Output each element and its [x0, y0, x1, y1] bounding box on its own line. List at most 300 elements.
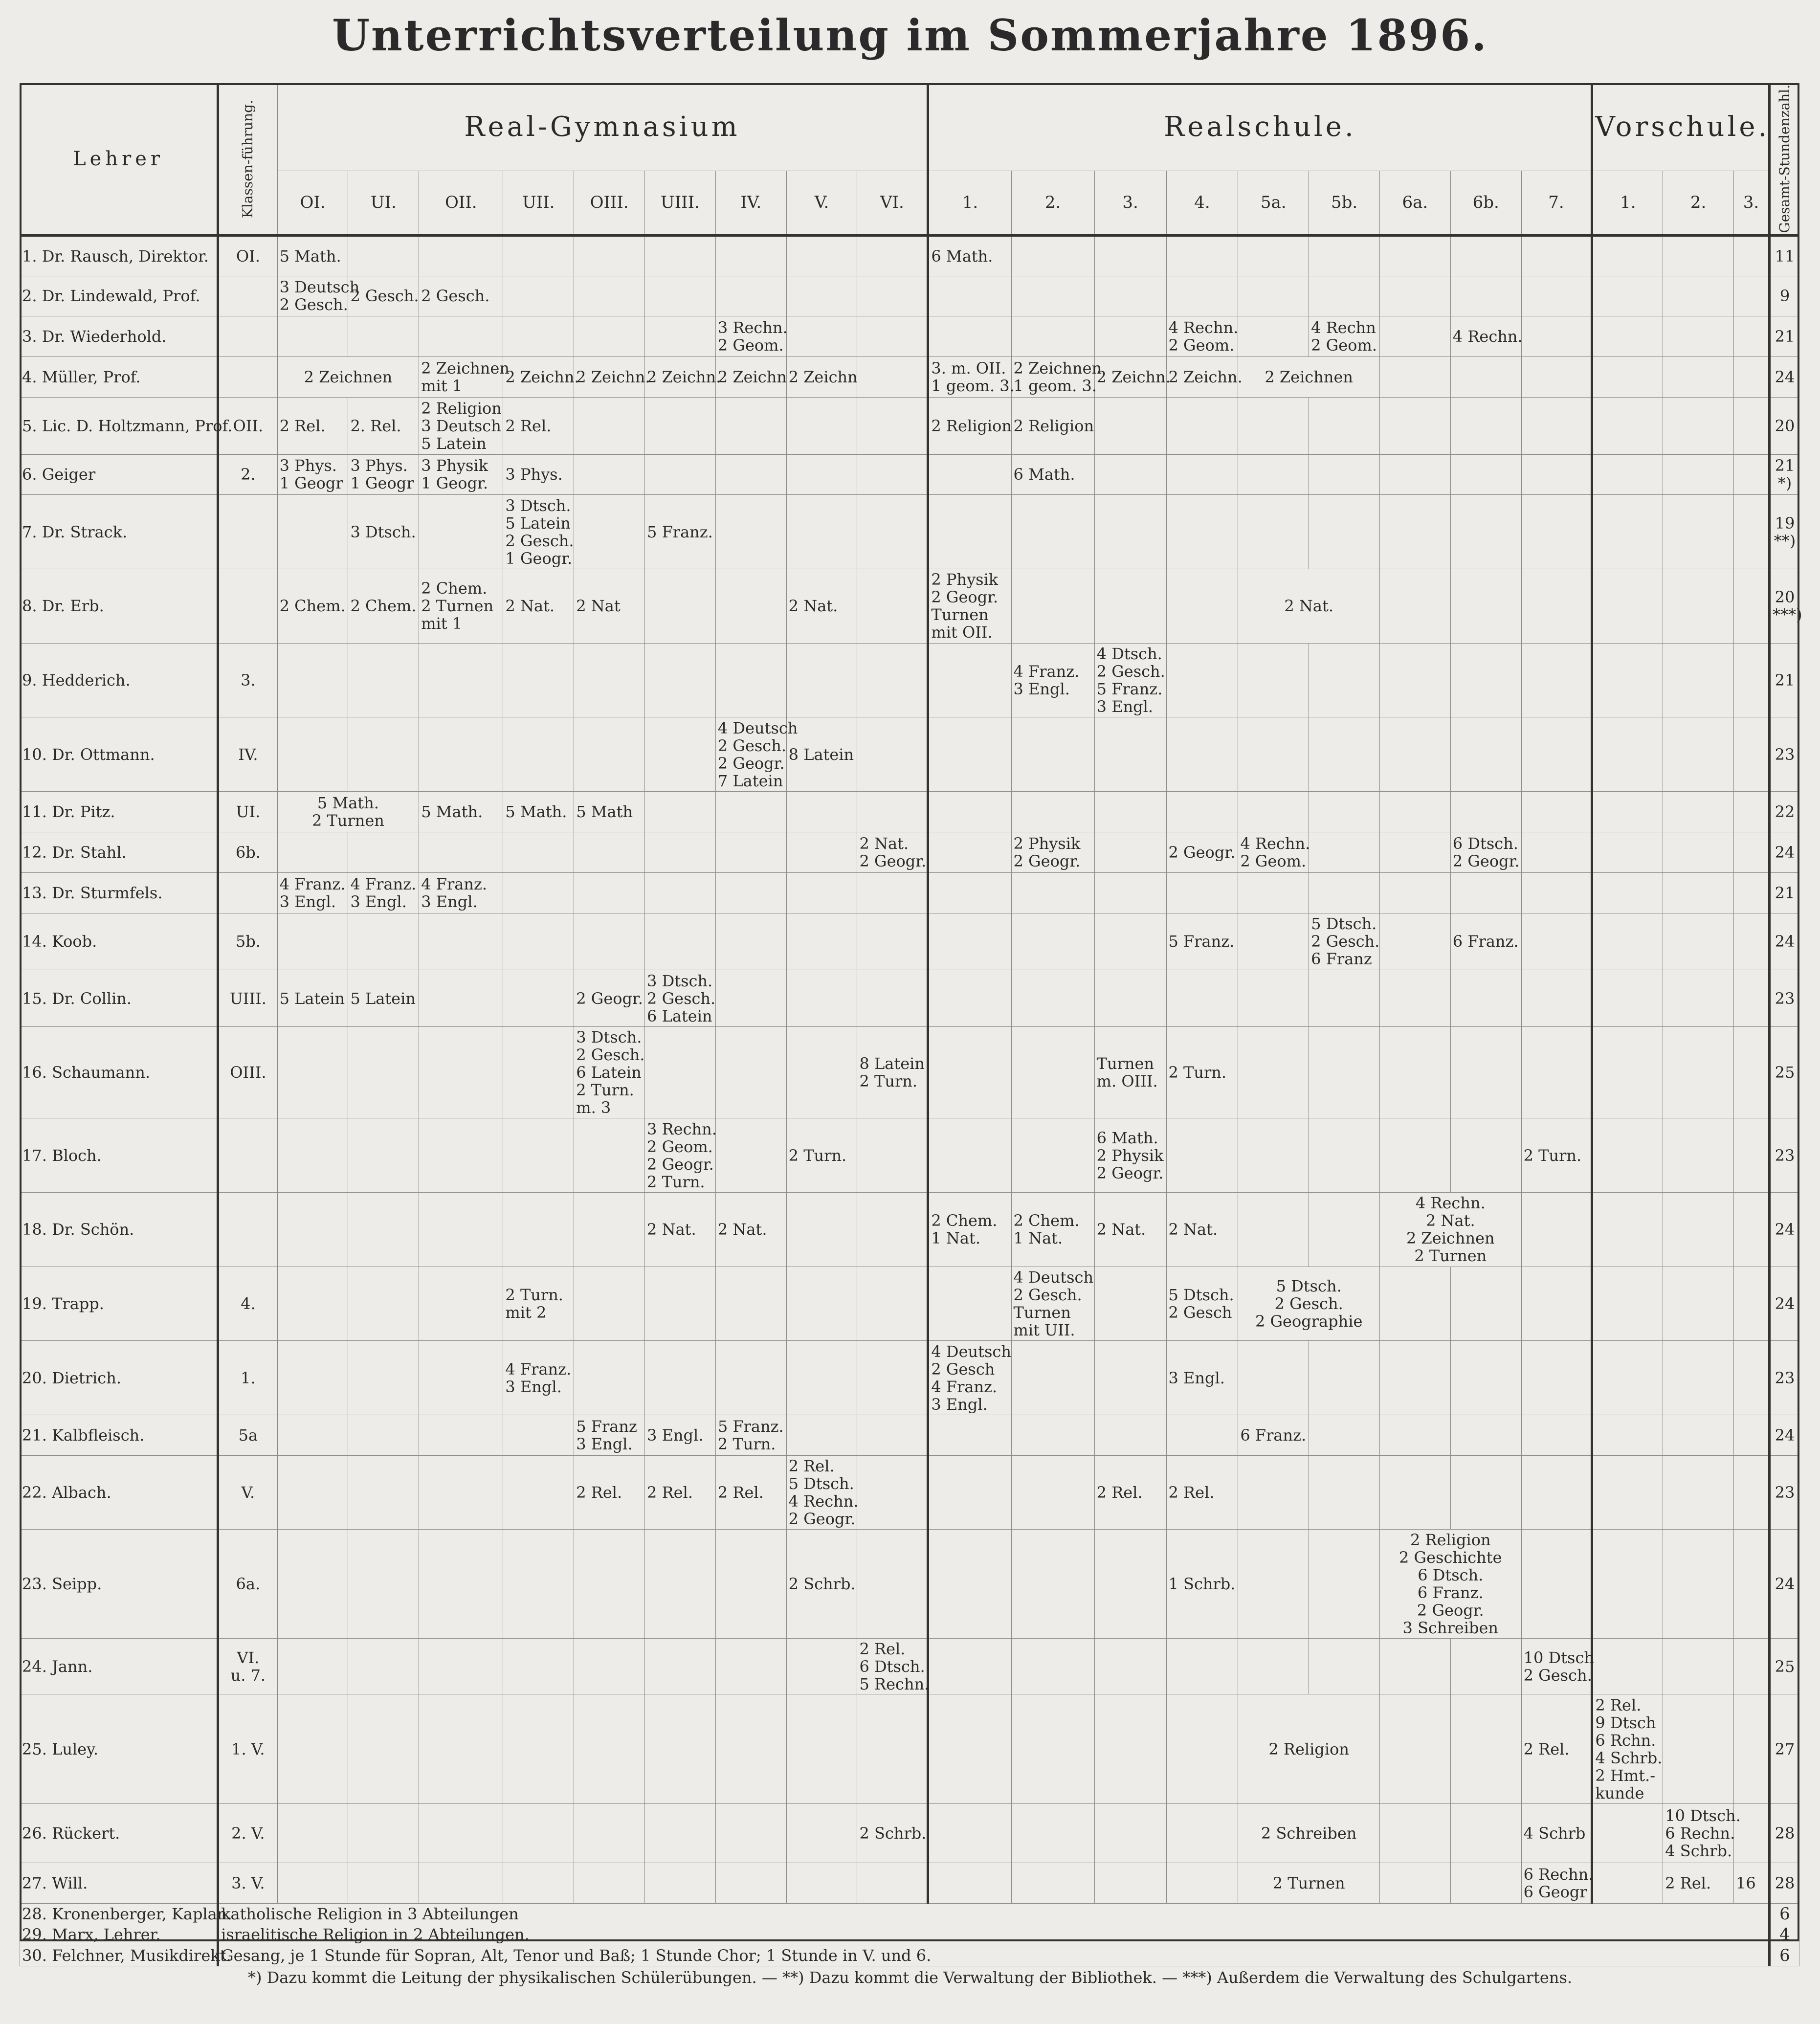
lesson-cell	[1663, 832, 1734, 872]
lesson-cell: 4 Schrb	[1521, 1803, 1592, 1863]
lesson-cell: 5 Franz. 2 Turn.	[715, 1415, 786, 1456]
lesson-cell	[1592, 495, 1663, 569]
lesson-cell	[715, 1803, 786, 1863]
lesson-cell	[574, 717, 645, 792]
table-row	[20, 643, 1799, 717]
lesson-cell	[1309, 1529, 1380, 1638]
lesson-cell	[1663, 1415, 1734, 1456]
lesson-cell: 2 Zeichn.	[1166, 357, 1238, 398]
class-header: 5a.	[1238, 171, 1309, 235]
lesson-cell	[645, 316, 716, 357]
lesson-cell	[786, 454, 857, 495]
class-header: 3.	[1094, 171, 1166, 235]
class-header: UI.	[348, 171, 419, 235]
lesson-cell	[1379, 276, 1450, 316]
lesson-cell	[1592, 717, 1663, 792]
lesson-cell	[1592, 1193, 1663, 1267]
lesson-cell	[1094, 872, 1166, 913]
lesson-cell	[715, 970, 786, 1027]
lesson-cell	[928, 1803, 1011, 1863]
klassenfuehrung-cell	[218, 495, 278, 569]
lesson-cell	[715, 398, 786, 454]
lesson-cell	[857, 1455, 928, 1529]
lesson-cell	[786, 1863, 857, 1904]
lesson-cell: 6 Dtsch. 2 Geogr.	[1450, 832, 1521, 872]
klassenfuehrung-cell: OIII.	[218, 1027, 278, 1118]
lesson-cell	[715, 832, 786, 872]
lesson-cell	[1094, 1341, 1166, 1415]
lesson-cell	[1166, 970, 1238, 1027]
lesson-cell	[715, 276, 786, 316]
lesson-cell	[645, 1529, 716, 1638]
lesson-cell	[786, 832, 857, 872]
lesson-cell	[1166, 495, 1238, 569]
lesson-cell: 5 Latein	[348, 970, 419, 1027]
lesson-cell	[419, 1639, 503, 1694]
lesson-cell	[715, 792, 786, 832]
lesson-cell: 3. m. OII. 1 geom. 3.	[928, 357, 1011, 398]
lesson-cell	[1011, 1027, 1094, 1118]
lesson-cell	[928, 1639, 1011, 1694]
lesson-cell: 2 Zeichn.	[1094, 357, 1166, 398]
lesson-cell	[715, 872, 786, 913]
lesson-cell: 2 Physik 2 Geogr.	[1011, 832, 1094, 872]
lesson-cell	[1379, 1415, 1450, 1456]
lesson-cell	[1379, 398, 1450, 454]
lesson-cell	[786, 643, 857, 717]
lesson-cell	[503, 832, 574, 872]
lesson-cell	[928, 1529, 1011, 1638]
lesson-cell	[1450, 454, 1521, 495]
lesson-cell	[1734, 454, 1770, 495]
lesson-cell	[1011, 913, 1094, 970]
table-row	[20, 970, 1799, 1027]
total-hours: 23	[1769, 1118, 1799, 1193]
lesson-cell: 5 Dtsch. 2 Gesch. 2 Geographie	[1238, 1267, 1380, 1341]
lesson-cell	[1238, 792, 1309, 832]
lesson-cell	[1450, 970, 1521, 1027]
lesson-cell	[1592, 1415, 1663, 1456]
lesson-cell: 2 Chem.	[348, 569, 419, 644]
lesson-cell	[574, 235, 645, 276]
lesson-cell	[1663, 1694, 1734, 1803]
teacher-name: 26. Rückert.	[20, 1803, 218, 1863]
lesson-cell	[419, 1694, 503, 1803]
lesson-cell	[1238, 1027, 1309, 1118]
lesson-cell	[1379, 235, 1450, 276]
teacher-name: 5. Lic. D. Holtzmann, Prof.	[20, 398, 218, 454]
teacher-name: 6. Geiger	[20, 454, 218, 495]
teacher-name: 20. Dietrich.	[20, 1341, 218, 1415]
lesson-cell	[1734, 569, 1770, 644]
lesson-cell	[1094, 717, 1166, 792]
lesson-cell	[857, 792, 928, 832]
lesson-cell	[1663, 872, 1734, 913]
lesson-cell: 2 Turn.	[1166, 1027, 1238, 1118]
lesson-cell	[1309, 1027, 1380, 1118]
total-hours: 21 *)	[1769, 454, 1799, 495]
lesson-cell	[1450, 792, 1521, 832]
lesson-cell	[1166, 717, 1238, 792]
lesson-cell: 4 Deutsch 2 Gesch 4 Franz. 3 Engl.	[928, 1341, 1011, 1415]
lesson-cell	[503, 1118, 574, 1193]
lesson-cell	[1379, 569, 1450, 644]
lesson-cell	[1734, 1415, 1770, 1456]
lesson-cell	[503, 1863, 574, 1904]
teacher-name: 13. Dr. Sturmfels.	[20, 872, 218, 913]
lesson-cell	[574, 832, 645, 872]
lesson-cell	[857, 495, 928, 569]
lesson-cell	[1521, 970, 1592, 1027]
lesson-cell: 2 Gesch.	[419, 276, 503, 316]
lesson-cell	[1238, 495, 1309, 569]
lesson-cell	[928, 643, 1011, 717]
lesson-cell	[348, 1415, 419, 1456]
total-hours: 20 ***)	[1769, 569, 1799, 644]
lesson-cell	[574, 495, 645, 569]
lesson-cell: 3 Engl.	[645, 1415, 716, 1456]
total-hours: 6	[1769, 1945, 1799, 1966]
lesson-cell	[277, 1639, 348, 1694]
lesson-cell	[1379, 1863, 1450, 1904]
lesson-cell: 2 Religion	[1011, 398, 1094, 454]
lesson-cell	[1309, 970, 1380, 1027]
lesson-cell	[1592, 1863, 1663, 1904]
lesson-cell: 2 Chem.	[277, 569, 348, 644]
lesson-cell	[1379, 717, 1450, 792]
lesson-cell	[1521, 1027, 1592, 1118]
class-header: 2.	[1011, 171, 1094, 235]
lesson-cell	[1734, 357, 1770, 398]
lesson-cell: 2 Nat.	[715, 1193, 786, 1267]
lesson-cell	[1663, 1455, 1734, 1529]
lesson-cell	[1094, 1415, 1166, 1456]
lesson-cell	[1734, 643, 1770, 717]
lesson-cell	[1238, 643, 1309, 717]
lesson-cell	[574, 872, 645, 913]
lehrer-header: Lehrer	[20, 84, 218, 236]
lesson-cell	[1238, 276, 1309, 316]
lesson-cell	[1450, 643, 1521, 717]
lesson-cell	[1450, 1415, 1521, 1456]
lesson-cell	[645, 1027, 716, 1118]
klassenfuehrung-cell: OI.	[218, 235, 278, 276]
lesson-cell	[1521, 643, 1592, 717]
lesson-cell	[348, 643, 419, 717]
lesson-cell: 2 Rel.	[645, 1455, 716, 1529]
lesson-cell	[419, 1529, 503, 1638]
lesson-cell	[857, 1193, 928, 1267]
lesson-cell	[1663, 1027, 1734, 1118]
lesson-cell	[1309, 235, 1380, 276]
klassenfuehrung-cell	[218, 569, 278, 644]
lesson-cell	[1663, 1639, 1734, 1694]
lesson-cell	[1592, 832, 1663, 872]
lesson-cell	[715, 454, 786, 495]
lesson-cell	[928, 1415, 1011, 1456]
teacher-name: 27. Will.	[20, 1863, 218, 1904]
lesson-cell	[1011, 970, 1094, 1027]
lesson-cell	[1166, 569, 1238, 644]
teacher-name: 18. Dr. Schön.	[20, 1193, 218, 1267]
total-hours: 24	[1769, 1267, 1799, 1341]
class-header: OII.	[419, 171, 503, 235]
lesson-cell	[857, 872, 928, 913]
lesson-cell: 2 Physik 2 Geogr. Turnen mit OII.	[928, 569, 1011, 644]
total-hours: 28	[1769, 1803, 1799, 1863]
lesson-cell: 4 Franz. 3 Engl.	[503, 1341, 574, 1415]
lesson-cell	[1663, 569, 1734, 644]
lesson-cell	[419, 970, 503, 1027]
lesson-cell	[277, 1341, 348, 1415]
lesson-cell	[1166, 1639, 1238, 1694]
lesson-cell	[277, 1027, 348, 1118]
lesson-cell	[1592, 1529, 1663, 1638]
gesamt-label: Gesamt-Stundenzahl.	[1776, 85, 1793, 233]
lesson-cell	[277, 1267, 348, 1341]
lesson-cell	[1379, 1694, 1450, 1803]
lesson-cell	[715, 1027, 786, 1118]
lesson-cell	[1663, 357, 1734, 398]
lesson-cell	[1379, 1639, 1450, 1694]
teacher-name: 2. Dr. Lindewald, Prof.	[20, 276, 218, 316]
klassenfuehrung-cell	[218, 1118, 278, 1193]
lesson-cell	[1379, 1027, 1450, 1118]
klassenfuehrung-cell: 4.	[218, 1267, 278, 1341]
lesson-cell	[786, 316, 857, 357]
lesson-cell	[1734, 1529, 1770, 1638]
lesson-cell: 3 Dtsch.	[348, 495, 419, 569]
lesson-cell	[1521, 235, 1592, 276]
lesson-cell	[419, 1803, 503, 1863]
lesson-cell	[1521, 569, 1592, 644]
lesson-cell	[1309, 1341, 1380, 1415]
lesson-cell	[574, 1529, 645, 1638]
klassenfuehrung-cell: 1.	[218, 1341, 278, 1415]
table-row	[20, 1945, 1799, 1966]
lesson-cell	[928, 872, 1011, 913]
lesson-cell	[419, 832, 503, 872]
lesson-cell	[1166, 1118, 1238, 1193]
lesson-cell	[348, 717, 419, 792]
table-row	[20, 454, 1799, 495]
lesson-cell	[348, 235, 419, 276]
lesson-cell	[1094, 832, 1166, 872]
teacher-name: 7. Dr. Strack.	[20, 495, 218, 569]
table-row	[20, 1639, 1799, 1694]
total-hours: 21	[1769, 643, 1799, 717]
table-row	[20, 1193, 1799, 1267]
lesson-cell: 2. Rel.	[348, 398, 419, 454]
lesson-cell	[1309, 792, 1380, 832]
lesson-cell	[1166, 454, 1238, 495]
lesson-cell	[1379, 970, 1450, 1027]
lesson-cell	[715, 569, 786, 644]
lesson-cell	[503, 1027, 574, 1118]
lesson-cell	[277, 316, 348, 357]
lesson-cell	[277, 832, 348, 872]
lesson-cell	[1011, 1415, 1094, 1456]
lesson-cell	[1663, 454, 1734, 495]
lesson-cell	[348, 1803, 419, 1863]
klassenfuehrung-cell: 6b.	[218, 832, 278, 872]
teacher-name: 14. Koob.	[20, 913, 218, 970]
lesson-cell	[1238, 1529, 1309, 1638]
teacher-name: 3. Dr. Wiederhold.	[20, 316, 218, 357]
lesson-cell	[419, 1027, 503, 1118]
lesson-cell: 6 Math. 2 Physik 2 Geogr.	[1094, 1118, 1166, 1193]
lesson-cell	[1521, 357, 1592, 398]
lesson-cell	[786, 398, 857, 454]
class-header: 4.	[1166, 171, 1238, 235]
lesson-cell	[1011, 569, 1094, 644]
klassenfuehrung-cell	[218, 276, 278, 316]
lesson-cell: 2 Rel.	[1663, 1863, 1734, 1904]
lesson-cell	[1309, 1193, 1380, 1267]
klassenfuehrung-cell: IV.	[218, 717, 278, 792]
lesson-cell	[1011, 717, 1094, 792]
group-vorschule: Vorschule.	[1592, 84, 1770, 171]
lesson-cell	[645, 1863, 716, 1904]
total-hours: 28	[1769, 1863, 1799, 1904]
lesson-cell	[1011, 276, 1094, 316]
class-header: 1.	[928, 171, 1011, 235]
lesson-cell: 6 Math.	[928, 235, 1011, 276]
lesson-cell: 4 Franz. 3 Engl.	[419, 872, 503, 913]
lesson-cell	[1450, 872, 1521, 913]
lesson-cell	[715, 1639, 786, 1694]
lesson-cell	[1592, 357, 1663, 398]
lesson-cell	[503, 316, 574, 357]
lesson-cell	[1450, 398, 1521, 454]
lesson-cell	[1094, 569, 1166, 644]
lesson-cell	[277, 1415, 348, 1456]
klassenfuehrung-cell: 2.	[218, 454, 278, 495]
lesson-cell: 4 Deutsch 2 Gesch. Turnen mit UII.	[1011, 1267, 1094, 1341]
teacher-name: 22. Albach.	[20, 1455, 218, 1529]
lesson-cell	[1734, 872, 1770, 913]
lesson-cell	[1592, 1267, 1663, 1341]
lesson-cell	[786, 1193, 857, 1267]
total-hours: 23	[1769, 970, 1799, 1027]
lesson-cell	[1094, 1267, 1166, 1341]
table-row	[20, 1694, 1799, 1803]
lesson-cell	[1663, 970, 1734, 1027]
lesson-cell	[1166, 398, 1238, 454]
lesson-cell	[1734, 398, 1770, 454]
table-row	[20, 1341, 1799, 1415]
lesson-cell	[1521, 276, 1592, 316]
lesson-cell: 2 Geogr.	[1166, 832, 1238, 872]
lesson-cell	[503, 235, 574, 276]
klassenfuehrung-cell: 6a.	[218, 1529, 278, 1638]
lesson-span: israelitische Religion in 2 Abteilungen.	[218, 1924, 1770, 1945]
lesson-cell: 1 Schrb.	[1166, 1529, 1238, 1638]
lesson-cell: 2 Rel.	[715, 1455, 786, 1529]
lesson-cell	[1238, 398, 1309, 454]
lesson-span: katholische Religion in 3 Abteilungen	[218, 1903, 1770, 1924]
lesson-cell	[1663, 316, 1734, 357]
lesson-cell: 4 Franz. 3 Engl.	[1011, 643, 1094, 717]
lesson-cell	[1521, 1529, 1592, 1638]
class-header: 7.	[1521, 171, 1592, 235]
lesson-cell	[1166, 643, 1238, 717]
lesson-cell	[1734, 495, 1770, 569]
lesson-cell	[1592, 398, 1663, 454]
lesson-cell	[715, 643, 786, 717]
lesson-cell	[786, 276, 857, 316]
lesson-cell: 3 Dtsch. 2 Gesch. 6 Latein 2 Turn. m. 3	[574, 1027, 645, 1118]
table-row	[20, 832, 1799, 872]
klassenfuehrung-cell: 1. V.	[218, 1694, 278, 1803]
lesson-cell	[1521, 1455, 1592, 1529]
lesson-cell	[1592, 1455, 1663, 1529]
lesson-cell	[645, 1267, 716, 1341]
lesson-cell	[1734, 1455, 1770, 1529]
lesson-cell	[1450, 1863, 1521, 1904]
lesson-cell	[419, 643, 503, 717]
lesson-cell: 5 Math.	[419, 792, 503, 832]
class-header: 5b.	[1309, 171, 1380, 235]
lesson-cell	[1521, 872, 1592, 913]
lesson-cell	[1663, 1529, 1734, 1638]
lesson-cell	[1592, 454, 1663, 495]
class-header: UII.	[503, 171, 574, 235]
lesson-cell	[1663, 1118, 1734, 1193]
total-hours: 22	[1769, 792, 1799, 832]
lesson-cell: 4 Rechn. 2 Nat. 2 Zeichnen 2 Turnen	[1379, 1193, 1521, 1267]
lesson-cell	[1663, 276, 1734, 316]
lesson-cell	[1379, 643, 1450, 717]
lesson-cell	[857, 1415, 928, 1456]
lesson-cell	[1734, 970, 1770, 1027]
lesson-cell	[1450, 569, 1521, 644]
lesson-cell	[857, 643, 928, 717]
lesson-cell	[1166, 872, 1238, 913]
klassenfuehrung-cell	[218, 357, 278, 398]
lesson-cell: 10 Dtsch. 6 Rechn. 4 Schrb.	[1663, 1803, 1734, 1863]
lesson-cell	[1309, 1455, 1380, 1529]
lesson-cell	[1094, 454, 1166, 495]
lesson-cell: 3 Rechn. 2 Geom.	[715, 316, 786, 357]
lesson-cell	[1379, 872, 1450, 913]
lesson-cell	[1450, 357, 1521, 398]
total-hours: 11	[1769, 235, 1799, 276]
lesson-cell	[1309, 643, 1380, 717]
lesson-cell	[1309, 832, 1380, 872]
lesson-cell: 10 Dtsch 2 Gesch.	[1521, 1639, 1592, 1694]
total-hours: 6	[1769, 1903, 1799, 1924]
lesson-cell	[645, 717, 716, 792]
lesson-cell	[574, 643, 645, 717]
lesson-cell: 5 Franz.	[645, 495, 716, 569]
class-header: VI.	[857, 171, 928, 235]
lesson-cell	[503, 913, 574, 970]
lesson-cell	[857, 913, 928, 970]
lesson-cell	[1592, 1639, 1663, 1694]
lesson-cell: 2 Turn.	[786, 1118, 857, 1193]
lesson-cell	[1450, 1341, 1521, 1415]
lesson-cell	[1011, 316, 1094, 357]
table-row	[20, 1027, 1799, 1118]
lesson-cell: 5 Math	[574, 792, 645, 832]
teacher-name: 11. Dr. Pitz.	[20, 792, 218, 832]
lesson-cell	[348, 832, 419, 872]
lesson-cell	[1734, 276, 1770, 316]
lesson-cell	[1094, 913, 1166, 970]
lesson-cell	[419, 1415, 503, 1456]
lesson-cell	[786, 1694, 857, 1803]
